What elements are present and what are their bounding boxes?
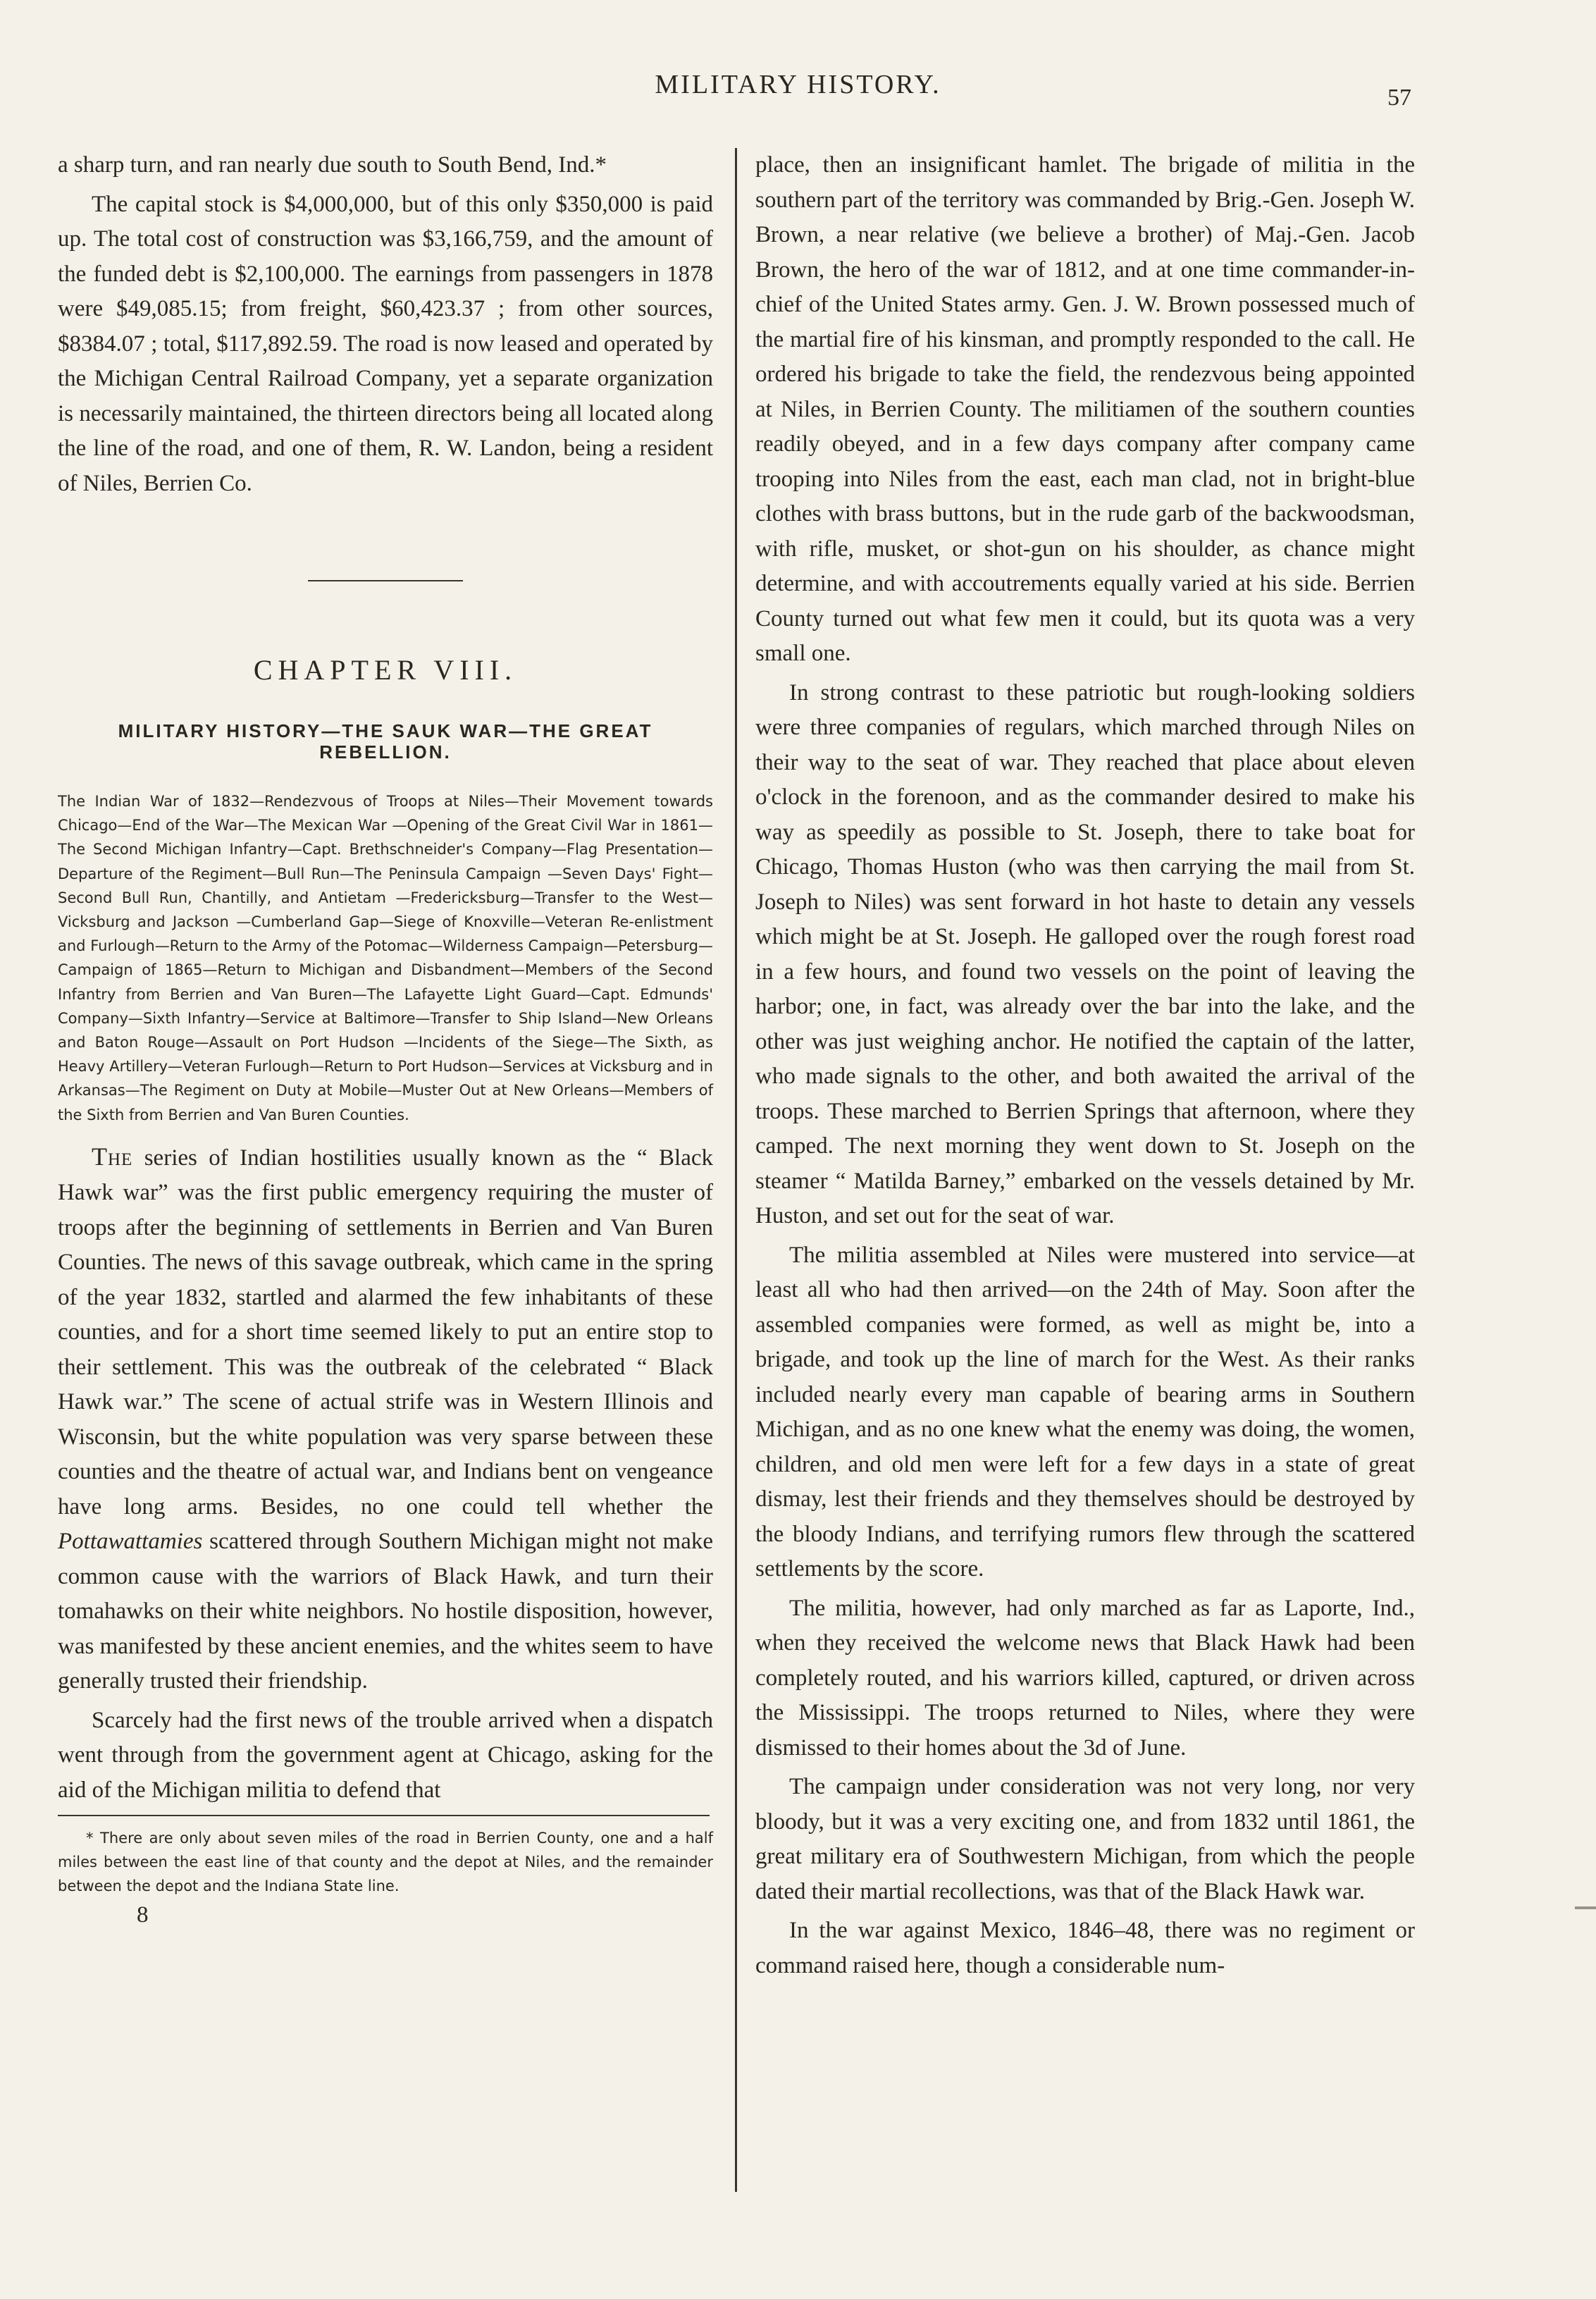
paragraph: a sharp turn, and ran nearly due south to South Bend, Ind.*	[58, 152, 607, 178]
page-header	[0, 69, 1596, 111]
chapter-title: CHAPTER VIII.	[253, 654, 518, 686]
paragraph: place, then an insignificant hamlet. The brigade of militia in the southern part of the territory was commanded by Brig.-Gen. Joseph W. Brown, a near relative (we believe a brother) of Maj.-Gen. Jacob Brown, the hero of the war of 1812, and at one time commander-in-chief of the United States army. Gen. J. W. Brown possessed much of the martial fire of his kinsman, and promptly responded to the call. He ordered his brigade to take the field, the rendezvous being appointed at Niles, in Berrien County. The militiamen of the southern counties readily obeyed, and in a few days company after company came trooping into Niles from the east, each man clad, not in bright-blue clothes with brass buttons, but in the rude garb of the backwoodsman, with rifle, musket, or shot-gun on his shoulder, as chance might determine, and with accoutrements equally varied at his side. Berrien County turned out what few men it could, but its quota was a very small one.	[755, 152, 1415, 666]
footnote-rule	[58, 1815, 710, 1816]
running-title: MILITARY HISTORY.	[655, 70, 941, 99]
paragraph: In strong contrast to these patriotic but rough-looking soldiers were three companies of regulars, which marched through Niles on their way to the seat of war. They reached that place about eleven o'clock in the forenoon, and as the commander desired to make his way as speedily as possible to St. Joseph, there to take boat for Chicago, Thomas Huston (who was then carrying the mail from St. Joseph to Niles) was sent forward in hot haste to detain any vessels which might be at St. Joseph. He galloped over the rough forest road in a few hours, and found two vessels on the point of leaving the harbor; one, in fact, was already over the bar into the lake, and the other was just weighing anchor. He notified the captain of the latter, who made signals to the other, and both awaited the arrival of the troops. These marched to Berrien Springs that afternoon, where they camped. The next morning they went down to St. Joseph on the steamer “ Matilda Barney,” embarked on the vessels detained by Mr. Huston, and set out for the seat of war.	[755, 679, 1415, 1228]
paragraph-text: scattered through Southern Michigan might not make common cause with the warriors of Black Hawk, and turn their tomahawks on their white neighbors. No hostile disposition, however, was manifested by these ancient enemies, and the whites seem to have generally trusted their friendship.	[58, 1529, 713, 1694]
paragraph: Scarcely had the first news of the trouble arrived when a dispatch went through from the government agent at Chicago, asking for the aid of the Michigan militia to defend that	[58, 1707, 713, 1803]
paragraph	[58, 1140, 713, 1699]
chapter-synopsis: The Indian War of 1832—Rendezvous of Troops at Niles—Their Movement towards Chicago—End of the War—The Mexican War —Opening of the Great Civil War in 1861—The Second Michigan Infantry—Capt. Brethschneider's Company—Flag Presentation—Departure of the Regiment—Bull Run—The Peninsula Campaign —Seven Days' Fight—Second Bull Run, Chantilly, and Antietam —Fredericksburg—Transfer to the West—Vicksburg and Jackson —Cumberland Gap—Siege of Knoxville—Veteran Re-enlistment and Furlough—Return to the Army of the Potomac—Wilderness Campaign—Petersburg—Campaign of 1865—Return to Michigan and Disbandment—Members of the Second Infantry from Berrien and Van Buren—The Lafayette Light Guard—Capt. Edmunds' Company—Sixth Infantry—Service at Baltimore—Transfer to Ship Island—New Orleans and Baton Rouge—Assault on Port Hudson —Incidents of the Siege—The Sixth, as Heavy Artillery—Veteran Furlough—Return to Port Hudson—Services at Vicksburg and in Arkansas—The Regiment on Duty at Mobile—Muster Out at New Orleans—Members of the Sixth from Berrien and Van Buren Counties.	[58, 793, 713, 1123]
paragraph: In the war against Mexico, 1846–48, there was no regiment or command raised here, though a considerable num-	[755, 1918, 1415, 1978]
left-column	[58, 148, 713, 1928]
paragraph: The militia, however, had only marched as far as Laporte, Ind., when they received the welcome news that Black Hawk had been completely routed, and his warriors killed, captured, or driven across the Mississippi. The troops returned to Niles, where they were dismissed to their homes about the 3d of June.	[755, 1595, 1415, 1761]
paragraph-text: series of Indian hostilities usually known as the “ Black Hawk war” was the first public emergency requiring the muster of troops after the beginning of settlements in Berrien and Van Buren Counties. The news of this savage outbreak, which came in the spring of the year 1832, startled and alarmed the few inhabitants of these counties, and for a short time seemed likely to put an entire stop to their settlement. This was the outbreak of the celebrated “ Black Hawk war.” The scene of actual strife was in Western Illinois and Wisconsin, but the white population was very sparse between these counties and the theatre of actual war, and Indians bent on vengeance have long arms. Besides, no one could tell whether the	[58, 1145, 713, 1520]
italic-term: Pottawattamies	[58, 1529, 203, 1555]
section-separator	[308, 580, 463, 581]
column-divider	[735, 148, 737, 2192]
right-column	[755, 148, 1415, 1983]
chapter-subtitle: MILITARY HISTORY—THE SAUK WAR—THE GREAT REBELLION.	[118, 720, 653, 763]
paragraph: The militia assembled at Niles were mustered into service—at least all who had then arrived—on the 24th of May. Soon after the assembled companies were formed, as well as might be, into a brigade, and took up the line of march for the West. As their ranks included nearly every man capable of bearing arms in Southern Michigan, and as no one knew what the enemy was doing, the women, children, and old men were left for a few days in a state of great dismay, lest their friends and they themselves should be destroyed by the bloody Indians, and terrifying rumors flew through the scattered settlements by the score.	[755, 1242, 1415, 1582]
page-number: 57	[1387, 85, 1411, 111]
paragraph: The campaign under consideration was not very long, nor very bloody, but it was a very exciting one, and from 1832 until 1861, the great military era of Southwestern Michigan, from which the people dated their martial recollections, was that of the Black Hawk war.	[755, 1774, 1415, 1904]
paragraph: The capital stock is $4,000,000, but of this only $350,000 is paid up. The total cost of construction was $3,166,759, and the amount of the funded debt is $2,100,000. The earnings from passengers in 1878 were $49,085.15; from freight, $60,423.37 ; from other sources, $8384.07 ; total, $117,892.59. The road is now leased and operated by the Michigan Central Railroad Company, yet a separate organization is necessarily maintained, the thirteen directors being all located along the line of the road, and one of them, R. W. Landon, being a resident of Niles, Berrien Co.	[58, 191, 713, 496]
opening-word: The	[92, 1142, 133, 1171]
footnote: * There are only about seven miles of the road in Berrien County, one and a half miles between the east line of that county and the depot at Niles, and the remainder between the depot and the Indiana State line.	[58, 1830, 713, 1895]
margin-mark	[1575, 1906, 1596, 1909]
signature-mark: 8	[137, 1902, 149, 1928]
